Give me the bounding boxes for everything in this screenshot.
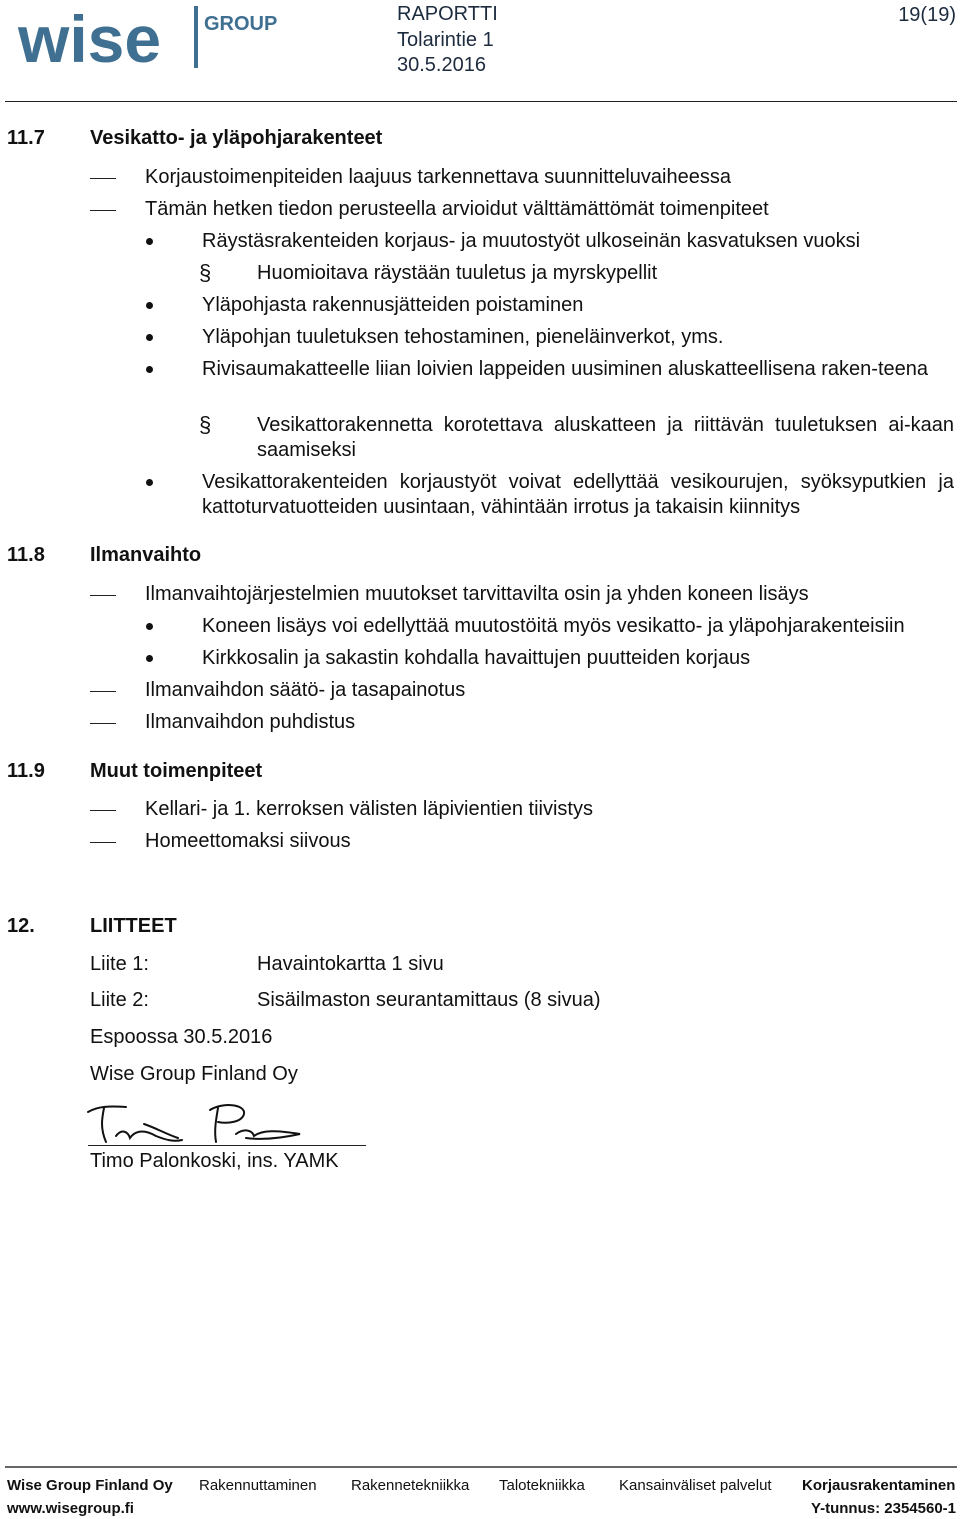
list-item: Korjaustoimenpiteiden laajuus tarkennettava suunnitteluvaiheessa	[145, 166, 731, 188]
list-item: Kirkkosalin ja sakastin kohdalla havaittujen puutteiden korjaus	[202, 647, 751, 669]
footer-item: Korjausrakentaminen	[802, 1477, 956, 1494]
attachment-label: Liite 2:	[90, 989, 149, 1011]
doc-type: RAPORTTI	[397, 3, 498, 25]
list-item: Ilmanvaihdon säätö- ja tasapainotus	[145, 679, 466, 701]
svg-text:wise: wise	[18, 2, 162, 76]
dash-marker	[90, 842, 116, 843]
section-heading: LIITTEET	[90, 915, 177, 937]
footer-business-id: Y-tunnus: 2354560-1	[810, 1500, 956, 1517]
footer-item: Kansainväliset palvelut	[619, 1477, 772, 1494]
list-item: Vesikattorakenteiden korjaustyöt voivat edellyttää vesikourujen, syöksyputkien ja kattoturvatuotteiden uusintaan, vähintään irrotus ja takaisin kiinnitys	[202, 471, 954, 518]
dash-marker	[90, 691, 116, 692]
bullet-marker	[146, 655, 153, 662]
company-logo	[18, 2, 278, 76]
list-item: Rivisaumakatteelle liian loivien lappeiden uusiminen aluskatteellisena raken-teena	[202, 358, 928, 380]
attachment-value: Sisäilmaston seurantamittaus (8 sivua)	[257, 989, 601, 1011]
doc-address: Tolarintie 1	[397, 29, 494, 51]
header-divider	[5, 101, 957, 102]
footer-url[interactable]: www.wisegroup.fi	[7, 1500, 134, 1517]
bullet-marker	[146, 334, 153, 341]
dash-marker	[90, 595, 116, 596]
section-number: 11.8	[7, 544, 45, 566]
footer-item: Rakennetekniikka	[351, 1477, 470, 1494]
section-number: 11.9	[7, 760, 45, 782]
page-number: 19(19)	[898, 4, 956, 26]
signature-image	[86, 1098, 316, 1146]
bullet-marker	[146, 479, 153, 486]
section-number: 12.	[7, 915, 35, 937]
footer-item: Talotekniikka	[499, 1477, 585, 1494]
bullet-marker	[146, 238, 153, 245]
dash-marker	[90, 210, 116, 211]
list-item: Tämän hetken tiedon perusteella arvioidut välttämättömät toimenpiteet	[145, 198, 769, 220]
attachment-value: Havaintokartta 1 sivu	[257, 953, 444, 975]
footer-item: Rakennuttaminen	[199, 1477, 317, 1494]
place-date: Espoossa 30.5.2016	[90, 1026, 273, 1048]
list-item: Koneen lisäys voi edellyttää muutostöitä myös vesikatto- ja yläpohjarakenteisiin	[202, 615, 905, 637]
signature-line	[88, 1145, 366, 1146]
section-number: 11.7	[7, 127, 45, 149]
list-item: Räystäsrakenteiden korjaus- ja muutostyöt ulkoseinän kasvatuksen vuoksi	[202, 230, 861, 252]
bullet-marker	[146, 623, 153, 630]
svg-text:GROUP: GROUP	[204, 13, 278, 35]
footer-divider	[5, 1466, 957, 1468]
dash-marker	[90, 178, 116, 179]
section-heading: Vesikatto- ja yläpohjarakenteet	[90, 127, 383, 149]
list-item: Kellari- ja 1. kerroksen välisten läpivientien tiivistys	[145, 798, 593, 820]
attachment-label: Liite 1:	[90, 953, 149, 975]
section-heading: Muut toimenpiteet	[90, 760, 263, 782]
doc-date: 30.5.2016	[397, 54, 486, 76]
bullet-marker	[146, 302, 153, 309]
list-item: Homeettomaksi siivous	[145, 830, 351, 852]
dash-marker	[90, 810, 116, 811]
section-sign-marker: §	[199, 260, 212, 285]
dash-marker	[90, 723, 116, 724]
list-item: Ilmanvaihdon puhdistus	[145, 711, 356, 733]
section-heading: Ilmanvaihto	[90, 544, 202, 566]
company-name: Wise Group Finland Oy	[90, 1063, 298, 1085]
bullet-marker	[146, 366, 153, 373]
signer-name: Timo Palonkoski, ins. YAMK	[90, 1150, 339, 1172]
section-sign-marker: §	[199, 412, 212, 437]
list-item: Huomioitava räystään tuuletus ja myrskypellit	[257, 262, 658, 284]
list-item: Ilmanvaihtojärjestelmien muutokset tarvittavilta osin ja yhden koneen lisäys	[145, 583, 809, 605]
footer-company: Wise Group Finland Oy	[7, 1477, 173, 1494]
list-item: Yläpohjan tuuletuksen tehostaminen, pieneläinverkot, yms.	[202, 326, 724, 348]
list-item: Yläpohjasta rakennusjätteiden poistaminen	[202, 294, 584, 316]
list-item: Vesikattorakennetta korotettava aluskatteen ja riittävän tuuletuksen ai-kaan saamiseksi	[257, 414, 954, 461]
